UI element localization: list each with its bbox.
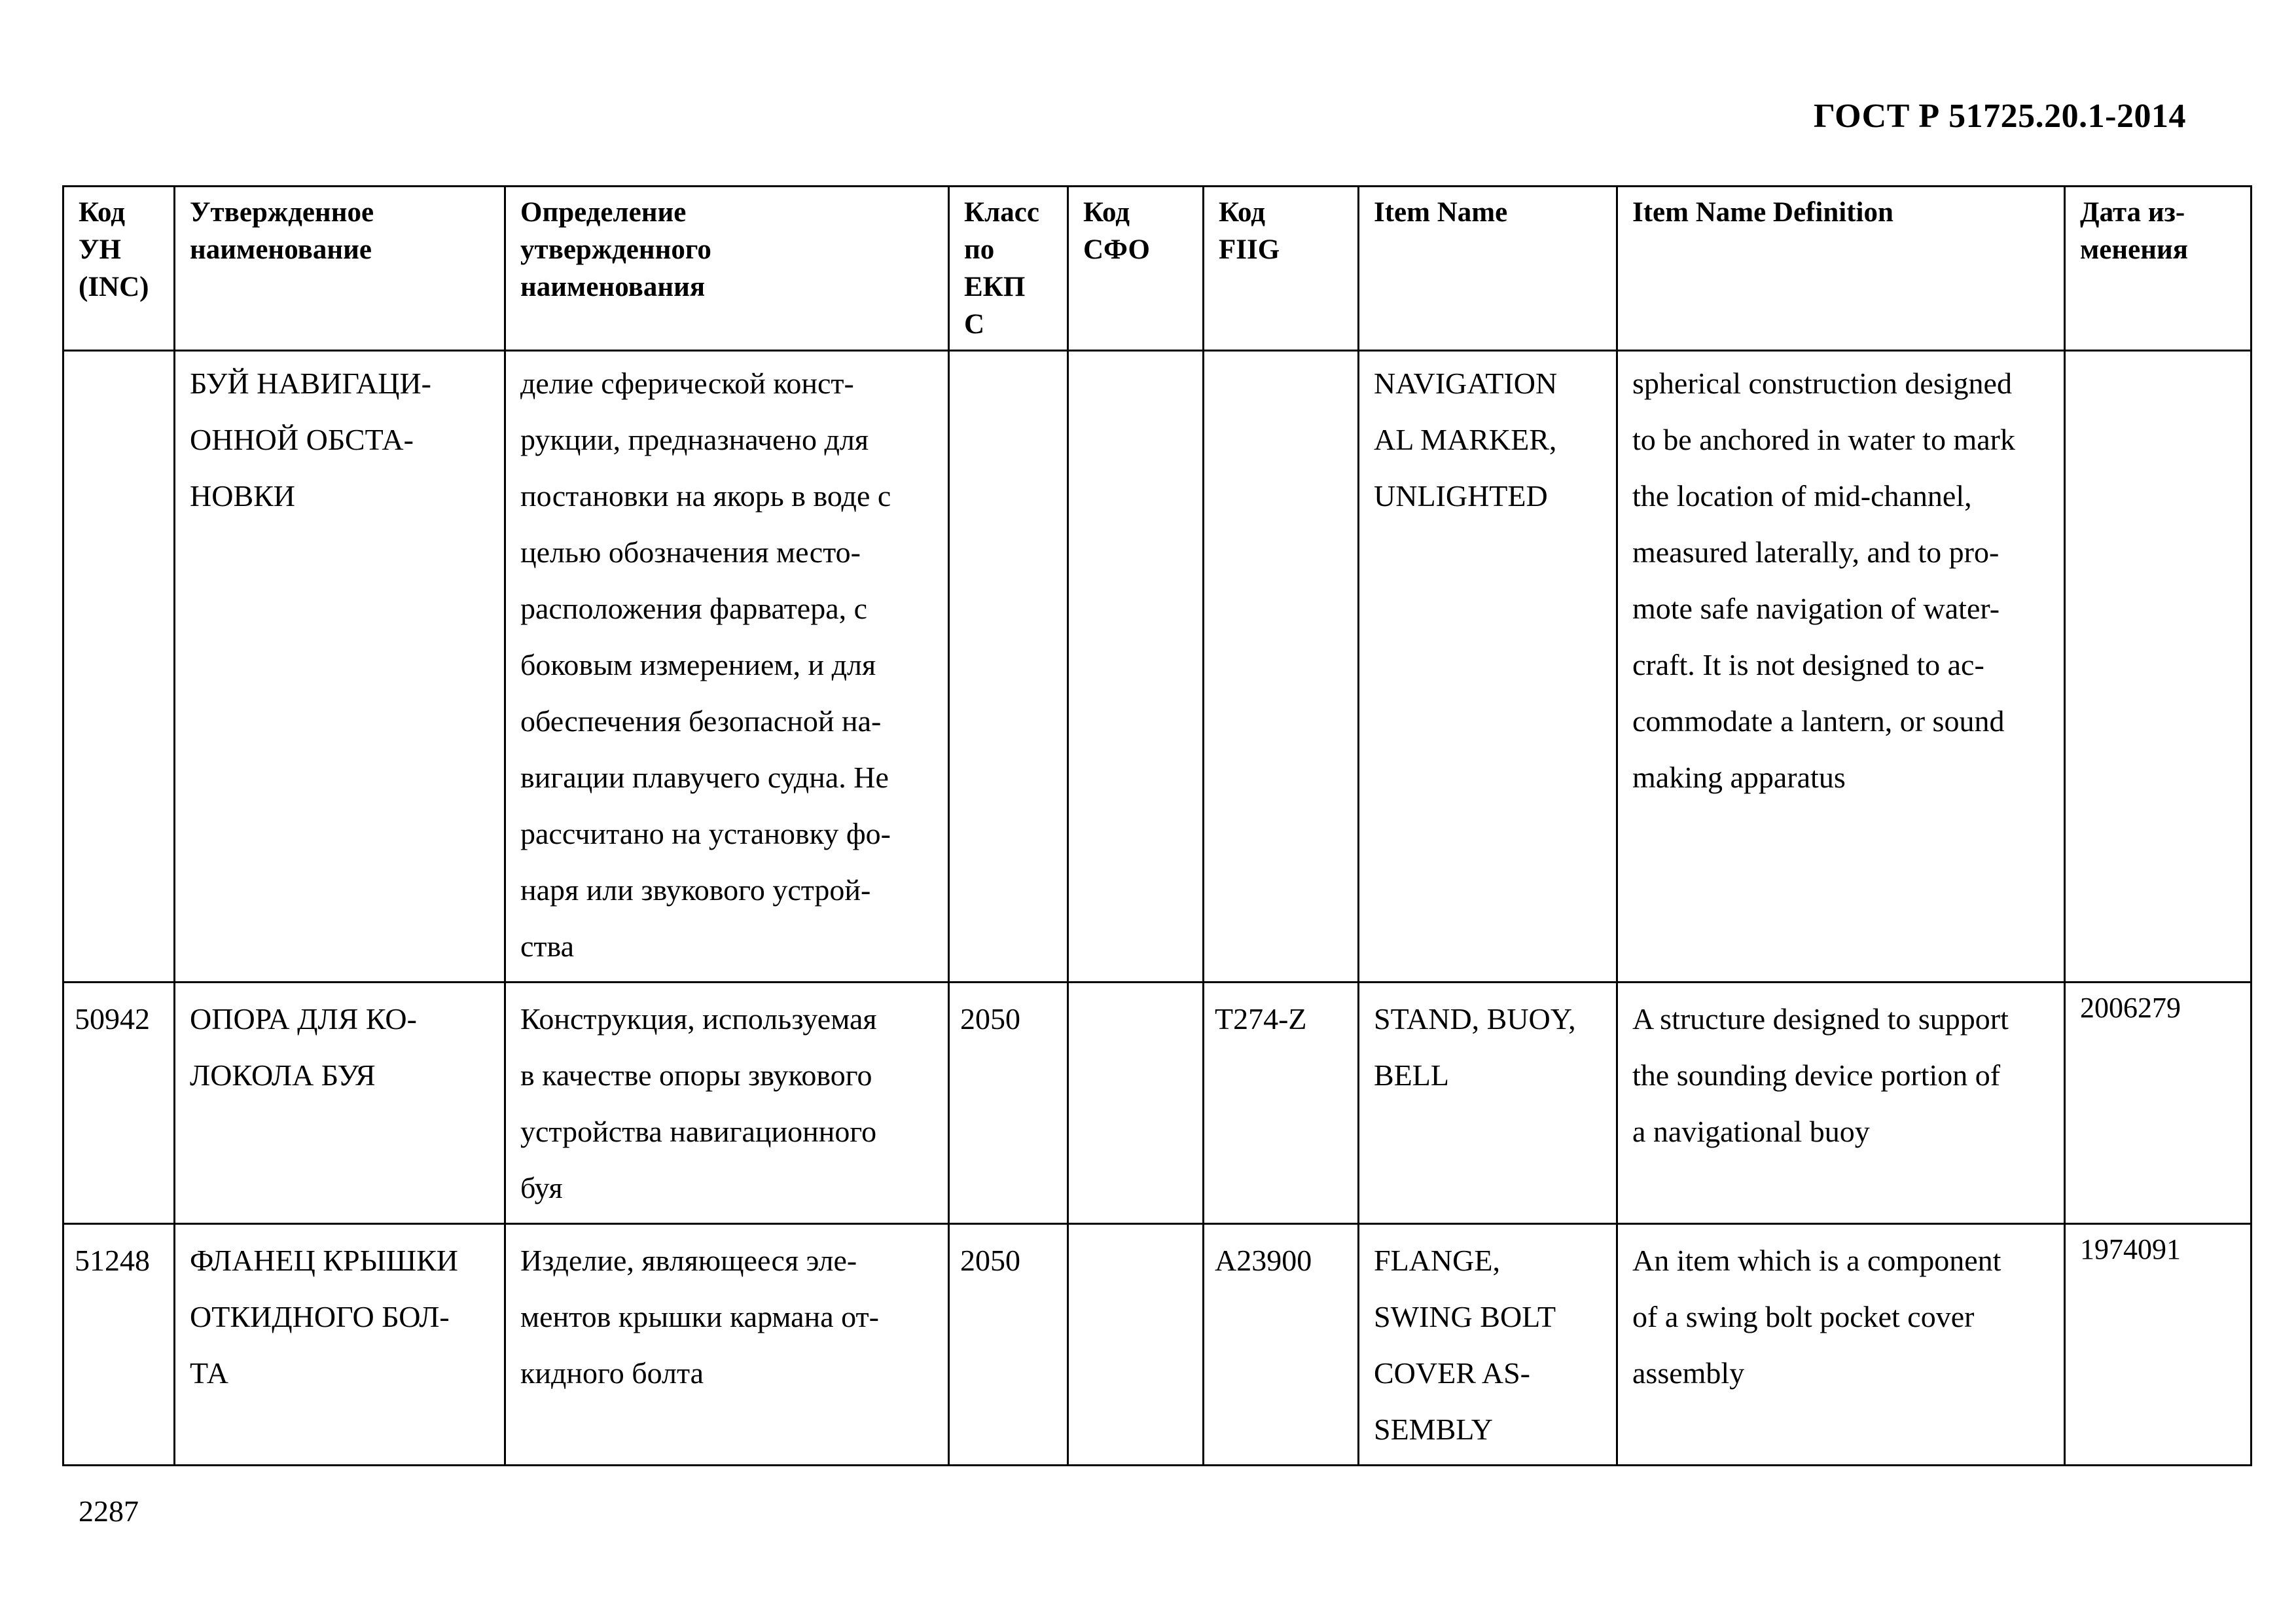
cell-item-name: NAVIGATION AL MARKER, UNLIGHTED (1359, 351, 1617, 983)
cell-date: 2006279 (2065, 983, 2251, 1224)
cell-name-ru: ФЛАНЕЦ КРЫШКИ ОТКИДНОГО БОЛ- ТА (175, 1224, 505, 1466)
cell-def-ru: Изделие, являющееся эле- ментов крышки кармана от- кидного болта (505, 1224, 949, 1466)
column-header-ekps-class: Класс по ЕКП С (949, 187, 1068, 351)
column-header-name-definition: Определение утвержденного наименования (505, 187, 949, 351)
cell-sfo (1068, 983, 1204, 1224)
column-header-sfo-code: Код СФО (1068, 187, 1204, 351)
cell-name-ru: ОПОРА ДЛЯ КО- ЛОКОЛА БУЯ (175, 983, 505, 1224)
cell-item-name: FLANGE, SWING BOLT COVER AS- SEMBLY (1359, 1224, 1617, 1466)
table-row (63, 1224, 2251, 1466)
column-header-inc: Код УН (INC) (63, 187, 175, 351)
column-header-change-date: Дата из- менения (2065, 187, 2251, 351)
table-header-row (63, 187, 2251, 351)
cell-def-ru: делие сферической конст- рукции, предназначено для постановки на якорь в воде с целью обозначения место- расположения фарватера, с боковым измерением, и для обеспечения безопасной на- вигации плавучего судна. Не рассчитано на установку фо- наря или звукового устрой- ства (505, 351, 949, 983)
nomenclature-table (62, 185, 2252, 1466)
cell-item-def: A structure designed to support the sounding device portion of a navigational buoy (1617, 983, 2065, 1224)
column-header-item-name-definition: Item Name Definition (1617, 187, 2065, 351)
cell-date (2065, 351, 2251, 983)
cell-item-def: spherical construction designed to be anchored in water to mark the location of mid-channel, measured laterally, and to pro- mote safe navigation of water- craft. It is not designed to ac- commodate a lantern, or sound making apparatus (1617, 351, 2065, 983)
cell-date: 1974091 (2065, 1224, 2251, 1466)
cell-sfo (1068, 351, 1204, 983)
cell-name-ru: БУЙ НАВИГАЦИ- ОННОЙ ОБСТА- НОВКИ (175, 351, 505, 983)
column-header-approved-name: Утвержденное наименование (175, 187, 505, 351)
cell-inc: 50942 (63, 983, 175, 1224)
document-code: ГОСТ Р 51725.20.1-2014 (1813, 98, 2186, 135)
cell-sfo (1068, 1224, 1204, 1466)
cell-item-def: An item which is a component of a swing bolt pocket cover assembly (1617, 1224, 2065, 1466)
cell-inc (63, 351, 175, 983)
cell-ekps: 2050 (949, 983, 1068, 1224)
cell-ekps: 2050 (949, 1224, 1068, 1466)
table-row (63, 351, 2251, 983)
column-header-item-name: Item Name (1359, 187, 1617, 351)
page-number: 2287 (79, 1494, 139, 1528)
cell-item-name: STAND, BUOY, BELL (1359, 983, 1617, 1224)
cell-fiig: A23900 (1204, 1224, 1359, 1466)
cell-fiig: T274-Z (1204, 983, 1359, 1224)
column-header-fiig-code: Код FIIG (1204, 187, 1359, 351)
cell-fiig (1204, 351, 1359, 983)
cell-ekps (949, 351, 1068, 983)
cell-def-ru: Конструкция, используемая в качестве опоры звукового устройства навигационного буя (505, 983, 949, 1224)
cell-inc: 51248 (63, 1224, 175, 1466)
table-row (63, 983, 2251, 1224)
